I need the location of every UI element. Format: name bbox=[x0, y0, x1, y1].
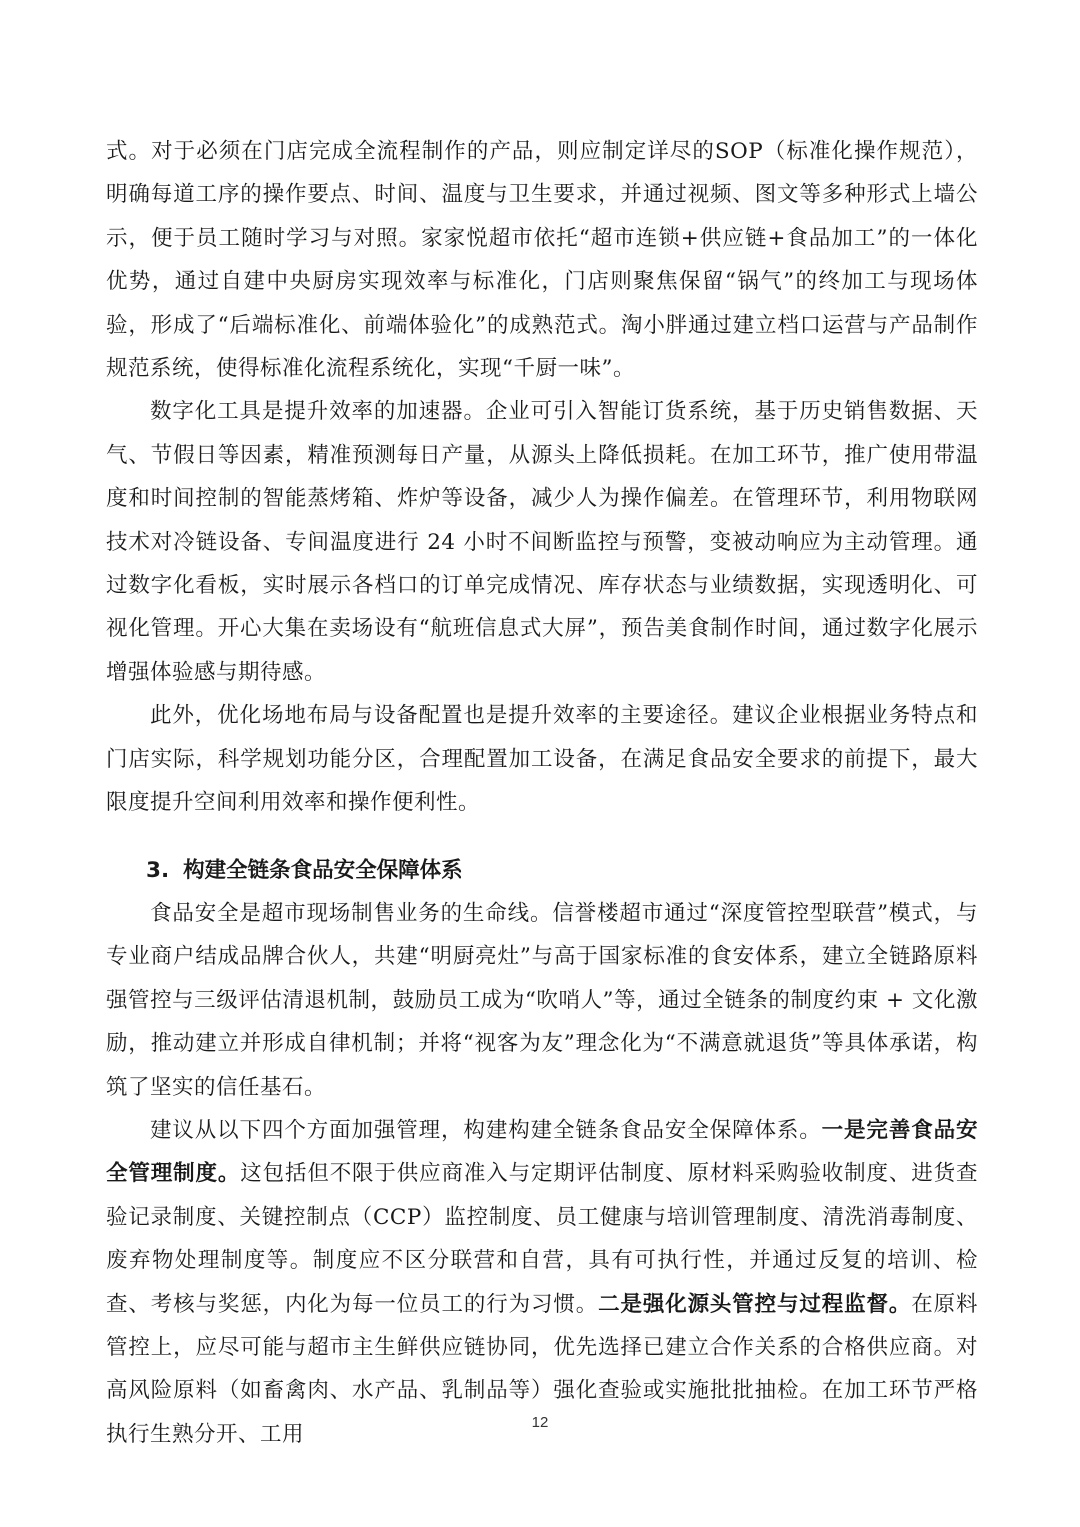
paragraph-food-safety-lifeline: 食品安全是超市现场制售业务的生命线。信誉楼超市通过“深度管控型联营”模式，与专业商户结成品牌合伙人，共建“明厨亮灶”与高于国家标准的食安体系，建立全链路原料强管控与三级评估清退机制，鼓励员工成为“吹哨人”等，通过全链条的制度约束 + 文化激励，推动建立并形成自律机制；并将“视客为友”理念化为“不满意就退货”等具体承诺，构筑了坚实的信任基石。 bbox=[106, 900, 978, 1100]
point-two-heading: 二是强化源头管控与过程监督。 bbox=[598, 1291, 912, 1317]
paragraph-layout-optimization: 此外，优化场地布局与设备配置也是提升效率的主要途径。建议企业根据业务特点和门店实际，科学规划功能分区，合理配置加工设备，在满足食品安全要求的前提下，最大限度提升空间利用效率和操作便利性。 bbox=[106, 703, 978, 816]
section-number: 3. bbox=[146, 857, 170, 883]
page-number: 12 bbox=[531, 1414, 549, 1431]
four-aspects-intro: 建议从以下四个方面加强管理，构建构建全链条食品安全保障体系。 bbox=[150, 1117, 822, 1143]
section-heading bbox=[106, 849, 978, 892]
point-one-heading: 一是完善食品安全管理制度。 bbox=[106, 1117, 978, 1187]
page-body bbox=[106, 130, 978, 1456]
point-one-text: 这包括但不限于供应商准入与定期评估制度、原材料采购验收制度、进货查验记录制度、关键控制点（CCP）监控制度、员工健康与培训管理制度、清洗消毒制度、废弃物处理制度等。制度应不区分联营和自营，具有可执行性，并通过反复的培训、检查、考核与奖惩，内化为每一位员工的行为习惯。 bbox=[106, 1161, 978, 1317]
point-two-text: 在原料管控上，应尽可能与超市主生鲜供应链协同，优先选择已建立合作关系的合格供应商。对高风险原料（如畜禽肉、水产品、乳制品等）强化查验或实施批批抽检。在加工环节严格执行生熟分开、工用 bbox=[106, 1291, 978, 1447]
paragraph-sop-standardization: 式。对于必须在门店完成全流程制作的产品，则应制定详尽的SOP（标准化操作规范），明确每道工序的操作要点、时间、温度与卫生要求，并通过视频、图文等多种形式上墙公示，便于员工随时学习与对照。家家悦超市依托“超市连锁+供应链+食品加工”的一体化优势，通过自建中央厨房实现效率与标准化，门店则聚焦保留“锅气”的终加工与现场体验，形成了“后端标准化、前端体验化”的成熟范式。淘小胖通过建立档口运营与产品制作规范系统，使得标准化流程系统化，实现“千厨一味”。 bbox=[106, 139, 978, 382]
paragraph-digital-tools: 数字化工具是提升效率的加速器。企业可引入智能订货系统，基于历史销售数据、天气、节假日等因素，精准预测每日产量，从源头上降低损耗。在加工环节，推广使用带温度和时间控制的智能蒸烤箱、炸炉等设备，减少人为操作偏差。在管理环节，利用物联网技术对冷链设备、专间温度进行 24 小时不间断监控与预警，变被动响应为主动管理。通过数字化看板，实时展示各档口的订单完成情况、库存状态与业绩数据，实现透明化、可视化管理。开心大集在卖场设有“航班信息式大屏”，预告美食制作时间，通过数字化展示增强体验感与期待感。 bbox=[106, 399, 978, 685]
paragraph-four-aspects bbox=[106, 1109, 978, 1456]
section-title: 构建全链条食品安全保障体系 bbox=[183, 857, 463, 883]
